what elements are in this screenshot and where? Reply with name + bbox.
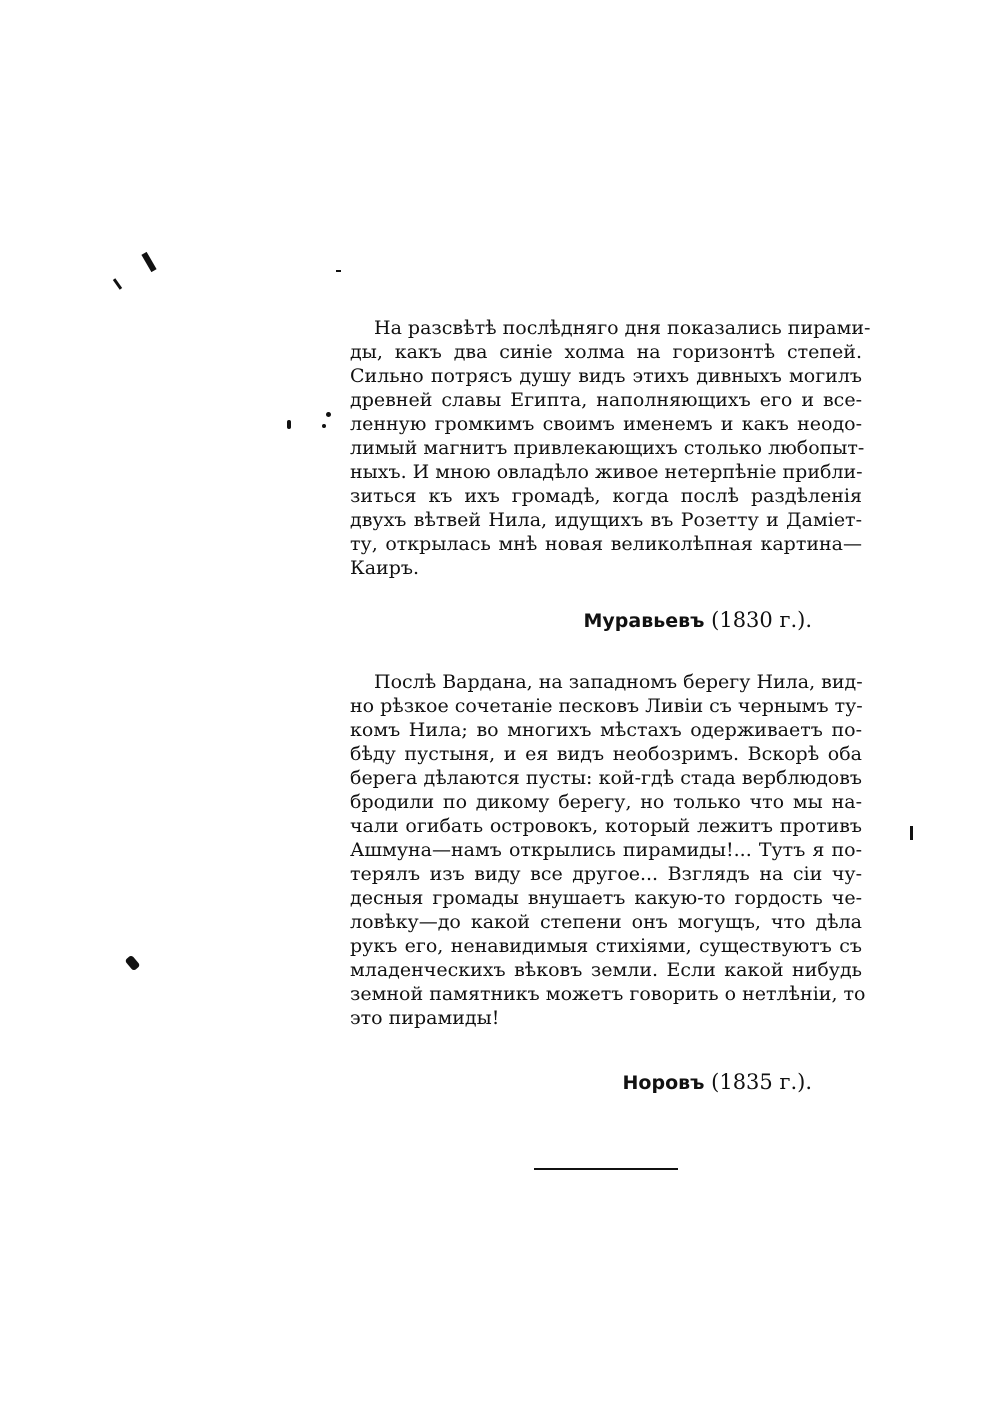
closing-rule [534,1168,678,1170]
text-line: терялъ изъ виду все другое... Взглядъ на сіи чу- [350,863,862,885]
text-line: бродили по дикому берегу, но только что мы на- [350,791,862,813]
text-line: Ашмуна—намъ открылись пирамиды!... Тутъ я по- [350,839,862,861]
text-line: Сильно потрясъ душу видъ этихъ дивныхъ могилъ [350,365,862,387]
author-year: (1835 г.). [711,1070,812,1094]
text-line: младенческихъ вѣковъ земли. Если какой нибудь [350,959,862,981]
attribution-muravyov [584,606,813,635]
text-line: На разсвѣтѣ послѣдняго дня показались пирами- [374,317,871,339]
text-line: Каиръ. [350,557,419,579]
text-line: Послѣ Вардана, на западномъ берегу Нила, вид- [374,671,863,693]
author-name: Норовъ [622,1072,705,1094]
author-year: (1830 г.). [711,608,812,632]
author-name: Муравьевъ [583,610,705,632]
text-line: это пирамиды! [350,1007,500,1029]
text-line: двухъ вѣтвей Нила, идущихъ въ Розетту и Даміет- [350,509,862,531]
text-line: древней славы Египта, наполняющихъ его и все- [350,389,862,411]
text-line: бѣду пустыня, и ея видъ необозримъ. Вскорѣ оба [350,743,862,765]
scan-speck [326,412,331,417]
text-line: берега дѣлаются пусты: кой-гдѣ стада верблюдовъ [350,767,862,789]
text-line: ту, открылась мнѣ новая великолѣпная картина— [350,533,862,555]
text-line: лимый магнитъ привлекающихъ столько любопыт- [350,437,865,459]
text-line: ныхъ. И мною овладѣло живое нетерпѣніе прибли- [350,461,863,483]
text-line: ленную громкимъ своимъ именемъ и какъ неодо- [350,413,862,435]
scan-speck [910,826,913,840]
scan-speck [336,270,341,272]
epigraph-norov [350,670,866,1030]
text-line: земной памятникъ можетъ говорить о нетлѣніи, то [350,983,866,1005]
scan-speck [287,420,291,429]
text-line: ловѣку—до какой степени онъ могущъ, что дѣла [350,911,862,933]
text-line: но рѣзкое сочетаніе песковъ Ливіи съ чернымъ ту- [350,695,863,717]
epigraph-muravyov [350,316,871,580]
scan-speck [125,955,141,972]
text-line: комъ Нила; во многихъ мѣстахъ одерживаетъ по- [350,719,862,741]
scan-speck [322,424,326,428]
scan-speck [113,278,122,290]
text-line: ды, какъ два синіе холма на горизонтѣ степей. [350,341,862,363]
text-line: рукъ его, ненавидимыя стихіями, существуютъ съ [350,935,862,957]
text-line: десныя громады внушаетъ какую-то гордость че- [350,887,862,909]
text-line: чали огибать островокъ, который лежитъ противъ [350,815,862,837]
text-line: зиться къ ихъ громадѣ, когда послѣ раздѣленія [350,485,862,507]
scan-speck [141,252,156,272]
attribution-norov [623,1068,812,1097]
